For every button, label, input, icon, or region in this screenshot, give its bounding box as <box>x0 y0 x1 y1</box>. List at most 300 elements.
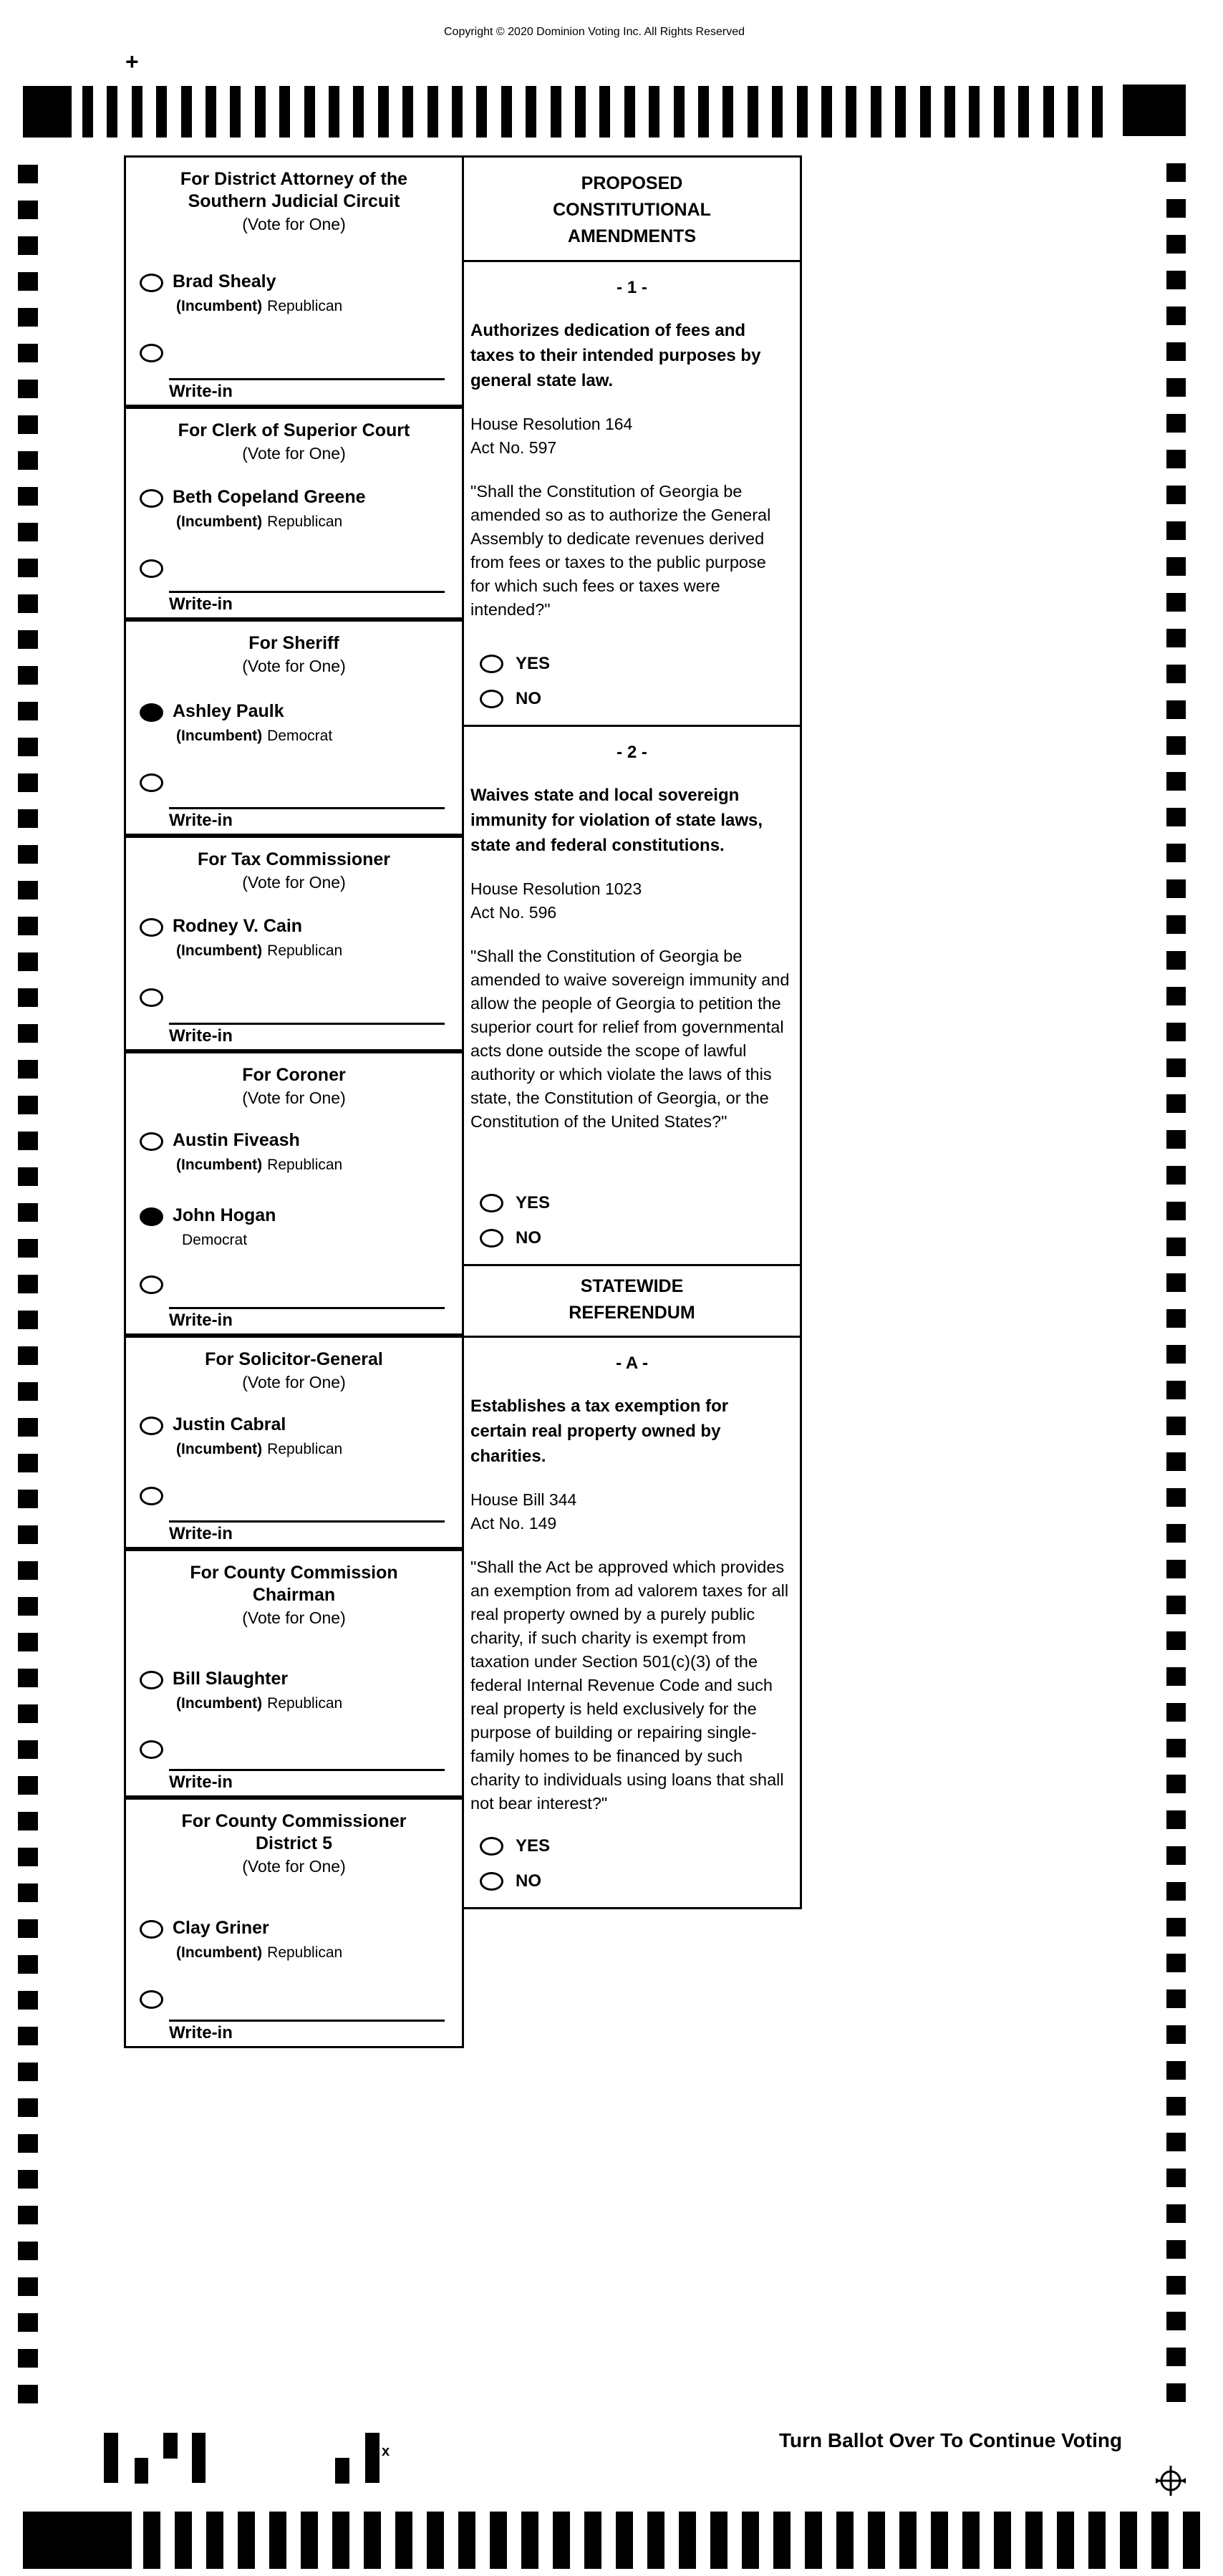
timing-mark <box>18 1704 38 1723</box>
contest-title: For Tax Commissioner <box>197 849 391 869</box>
candidate-oval[interactable] <box>140 1671 163 1689</box>
timing-mark <box>18 1490 38 1508</box>
turn-ballot-instruction: Turn Ballot Over To Continue Voting <box>779 2429 1123 2451</box>
timing-mark <box>1166 629 1186 647</box>
contest-title: For Solicitor-General <box>205 1349 383 1369</box>
timing-mark <box>18 702 38 720</box>
measure-box <box>462 260 802 727</box>
timing-mark <box>18 415 38 434</box>
timing-mark <box>18 2098 38 2117</box>
incumbent-label: (Incumbent) <box>176 728 263 744</box>
timing-mark <box>18 917 38 935</box>
timing-mark <box>1166 2133 1186 2151</box>
copyright: Copyright © 2020 Dominion Voting Inc. All Rights Reserved <box>443 26 745 38</box>
contest-box <box>124 407 464 619</box>
timing-mark <box>1166 808 1186 826</box>
blank-oval[interactable] <box>140 1487 163 1505</box>
timing-mark <box>1166 1560 1186 1578</box>
no-oval[interactable] <box>480 690 503 708</box>
measure-options <box>480 646 550 716</box>
blank-oval[interactable] <box>140 1740 163 1759</box>
candidate-oval[interactable] <box>140 274 163 292</box>
timing-mark <box>1166 557 1186 576</box>
timing-mark <box>1092 86 1103 138</box>
measure-summary: Establishes a tax exemption for certain real property owned by charities. <box>470 1396 729 1466</box>
write-in-label: Write-in <box>169 1524 233 1543</box>
timing-mark <box>931 2512 948 2569</box>
timing-mark <box>1166 235 1186 254</box>
contest-box <box>124 1798 464 2048</box>
blank-oval[interactable] <box>140 773 163 792</box>
candidate-party <box>173 298 342 315</box>
candidate-party <box>173 1944 342 1962</box>
candidate-row <box>140 1671 456 1712</box>
write-in-area <box>169 2020 445 2043</box>
write-in-area <box>169 591 445 614</box>
timing-mark <box>18 594 38 613</box>
timing-mark <box>553 2512 570 2569</box>
ballot-code-mark <box>192 2433 206 2483</box>
blank-oval[interactable] <box>140 1275 163 1294</box>
timing-mark <box>181 86 192 138</box>
candidate-name: Justin Cabral <box>173 1414 286 1434</box>
timing-mark <box>132 86 142 138</box>
incumbent-label: (Incumbent) <box>176 1944 263 1961</box>
measure-authority: House Bill 344 Act No. 149 <box>470 1490 577 1533</box>
candidate-party <box>173 1695 342 1712</box>
timing-mark <box>18 2277 38 2296</box>
candidate-row <box>140 489 456 531</box>
registration-plus-mark: + <box>125 49 139 74</box>
measure-summary: Authorizes dedication of fees and taxes to their intended purposes by general state law. <box>470 321 761 390</box>
vote-for-one-label: (Vote for One) <box>242 1089 346 1107</box>
timing-mark <box>1166 2240 1186 2259</box>
candidate-name: John Hogan <box>173 1205 276 1225</box>
ballot-code-mark <box>335 2458 349 2484</box>
registration-crosshair-icon <box>1154 2464 1187 2497</box>
timing-mark <box>18 1633 38 1651</box>
timing-mark <box>427 86 438 138</box>
timing-mark <box>1166 1058 1186 1077</box>
timing-mark <box>1166 1667 1186 1686</box>
measure-authority: House Resolution 1023 Act No. 596 <box>470 879 642 922</box>
candidate-party <box>173 513 366 531</box>
timing-mark <box>206 86 216 138</box>
measure-option <box>480 1220 550 1255</box>
candidate-row <box>140 271 456 315</box>
timing-mark <box>773 2512 791 2569</box>
contest-title: For District Attorney of the Southern Judicial Circuit <box>180 169 408 211</box>
timing-mark <box>18 1382 38 1401</box>
vote-for-one-label: (Vote for One) <box>242 873 346 892</box>
write-in-line[interactable] <box>169 1023 445 1025</box>
write-in-label: Write-in <box>169 382 233 401</box>
timing-mark <box>674 86 685 138</box>
measure-box <box>462 725 802 1266</box>
timing-mark <box>1166 1882 1186 1901</box>
timing-mark <box>18 1454 38 1472</box>
no-oval[interactable] <box>480 1872 503 1891</box>
timing-mark <box>18 666 38 685</box>
measure-question: "Shall the Act be approved which provides an exemption from ad valorem taxes for all real property owned by a purely public charity, if such charity is exempt from taxation under Section 501(c)(3) of the federal Internal Revenue Code and such real property is held exclusively for the purpose of building or repairing single-family homes to be financed by such charity to individuals using loans that shall not bear interest?" <box>470 1558 789 1813</box>
timing-mark <box>1166 593 1186 612</box>
blank-oval[interactable] <box>140 559 163 578</box>
timing-mark <box>18 1848 38 1866</box>
timing-mark <box>156 86 167 138</box>
timing-mark <box>18 881 38 899</box>
blank-oval[interactable] <box>140 344 163 362</box>
timing-mark <box>1166 1703 1186 1722</box>
timing-mark <box>490 2512 507 2569</box>
timing-mark <box>920 86 931 138</box>
ballot-code-mark <box>135 2458 148 2484</box>
contest-title: For Coroner <box>242 1065 346 1085</box>
write-in-area <box>169 378 445 402</box>
candidate-name: Rodney V. Cain <box>173 916 303 936</box>
write-in-area <box>169 1769 445 1793</box>
timing-mark <box>18 1060 38 1079</box>
timing-mark <box>1166 1596 1186 1614</box>
timing-mark <box>18 845 38 864</box>
candidate-party <box>173 942 342 960</box>
candidate-oval[interactable] <box>140 703 163 722</box>
timing-mark <box>18 2063 38 2081</box>
write-in-label: Write-in <box>169 811 233 830</box>
timing-mark <box>679 2512 696 2569</box>
timing-mark <box>143 2512 160 2569</box>
timing-mark <box>1166 2169 1186 2187</box>
timing-mark <box>1120 2512 1137 2569</box>
measure-question: "Shall the Constitution of Georgia be amended to waive sovereign immunity and allow the people of Georgia to petition the superior court for relief from governmental acts done outside the scope of lawful authority or which violate the laws of this state, the Constitution of Georgia, or the Constitution of the United States?" <box>470 947 790 1131</box>
timing-mark <box>895 86 906 138</box>
candidate-row <box>140 1740 456 1759</box>
timing-mark <box>18 952 38 971</box>
incumbent-label: (Incumbent) <box>176 298 263 314</box>
timing-mark <box>501 86 512 138</box>
candidate-oval[interactable] <box>140 1920 163 1939</box>
timing-mark <box>1166 450 1186 468</box>
candidate-row <box>140 1990 456 2009</box>
timing-mark <box>1166 1524 1186 1543</box>
candidate-row <box>140 1207 456 1249</box>
timing-mark <box>521 2512 538 2569</box>
timing-mark <box>1166 1775 1186 1793</box>
timing-mark <box>18 272 38 291</box>
timing-mark <box>18 308 38 327</box>
timing-mark <box>18 487 38 506</box>
timing-mark <box>1166 1417 1186 1435</box>
ballot-code-mark <box>365 2433 380 2483</box>
timing-mark <box>18 1561 38 1580</box>
timing-mark <box>304 86 315 138</box>
timing-mark <box>1166 1309 1186 1328</box>
candidate-row <box>140 559 456 578</box>
timing-mark <box>944 86 955 138</box>
timing-mark <box>255 86 266 138</box>
candidate-name: Clay Griner <box>173 1918 269 1938</box>
measure-summary: Waives state and local sovereign immunity for violation of state laws, state and federal constitutions. <box>470 786 763 855</box>
timing-mark <box>797 86 808 138</box>
incumbent-label: (Incumbent) <box>176 942 263 959</box>
timing-mark <box>1166 271 1186 289</box>
timing-mark <box>329 86 339 138</box>
candidate-oval[interactable] <box>140 918 163 937</box>
timing-mark <box>18 2170 38 2189</box>
candidate-row <box>140 1414 456 1458</box>
timing-mark <box>1166 1381 1186 1399</box>
timing-mark <box>18 1167 38 1186</box>
timing-mark <box>18 523 38 541</box>
timing-mark <box>18 630 38 649</box>
contest-box <box>124 619 464 836</box>
timing-mark <box>18 1955 38 1974</box>
candidate-name: Austin Fiveash <box>173 1130 300 1150</box>
write-in-area <box>169 807 445 831</box>
candidate-oval[interactable] <box>140 1132 163 1151</box>
timing-mark <box>175 2512 192 2569</box>
contest-title: For Sheriff <box>248 633 339 653</box>
timing-mark <box>1166 1202 1186 1220</box>
candidate-row <box>140 918 456 960</box>
timing-mark <box>1043 86 1054 138</box>
timing-mark <box>526 86 536 138</box>
timing-mark <box>1166 1488 1186 1507</box>
contest-title: For County Commission Chairman <box>190 1563 398 1605</box>
timing-mark <box>1166 2348 1186 2366</box>
timing-mark <box>18 236 38 255</box>
timing-mark <box>395 2512 412 2569</box>
timing-mark <box>18 1883 38 1902</box>
blank-oval[interactable] <box>140 988 163 1007</box>
referendum-header: STATEWIDE REFERENDUM <box>462 1264 802 1338</box>
ballot-code-mark <box>163 2433 178 2459</box>
candidate-party <box>173 1441 342 1458</box>
candidate-row <box>140 1920 456 1962</box>
timing-mark <box>18 1919 38 1938</box>
contest-box <box>124 836 464 1051</box>
choice-label: YES <box>516 1192 551 1212</box>
timing-mark <box>1166 1273 1186 1292</box>
party-label: Republican <box>267 1157 343 1173</box>
timing-mark <box>748 86 758 138</box>
write-in-line[interactable] <box>169 1769 445 1771</box>
measure-option <box>480 1185 550 1220</box>
incumbent-label: (Incumbent) <box>176 1695 263 1712</box>
timing-mark <box>805 2512 822 2569</box>
timing-mark <box>899 2512 917 2569</box>
party-label: Republican <box>267 1695 343 1712</box>
party-label: Democrat <box>182 1232 248 1248</box>
timing-mark <box>1057 2512 1074 2569</box>
candidate-party <box>173 1232 276 1249</box>
timing-mark <box>647 2512 664 2569</box>
timing-mark <box>846 86 856 138</box>
timing-mark <box>772 86 783 138</box>
timing-mark <box>238 2512 255 2569</box>
timing-mark <box>18 2027 38 2045</box>
timing-mark <box>962 2512 980 2569</box>
timing-mark <box>18 809 38 828</box>
amendments-header: PROPOSED CONSTITUTIONAL AMENDMENTS <box>462 155 802 262</box>
measure-number: - 2 - <box>617 743 647 762</box>
candidate-name: Beth Copeland Greene <box>173 487 366 507</box>
timing-mark <box>18 2242 38 2260</box>
timing-mark <box>624 86 635 138</box>
contest-box <box>124 155 464 407</box>
no-oval[interactable] <box>480 1229 503 1248</box>
incumbent-label: (Incumbent) <box>176 1157 263 1173</box>
timing-mark <box>18 1669 38 1687</box>
candidate-row <box>140 1487 456 1505</box>
write-in-line[interactable] <box>169 1307 445 1309</box>
timing-mark <box>868 2512 885 2569</box>
yes-oval[interactable] <box>480 655 503 673</box>
write-in-line[interactable] <box>169 591 445 593</box>
candidate-oval[interactable] <box>140 1207 163 1226</box>
timing-mark <box>1166 2312 1186 2330</box>
candidate-name: Brad Shealy <box>173 271 276 291</box>
write-in-line[interactable] <box>169 2020 445 2022</box>
write-in-line[interactable] <box>169 807 445 809</box>
timing-mark <box>18 559 38 577</box>
timing-mark <box>551 86 561 138</box>
contest-title: For Clerk of Superior Court <box>178 420 410 440</box>
timing-mark <box>18 380 38 398</box>
candidate-row <box>140 1132 456 1174</box>
timing-mark <box>1166 1166 1186 1185</box>
timing-mark <box>18 1525 38 1544</box>
timing-mark <box>1166 1238 1186 1256</box>
timing-mark <box>18 2313 38 2332</box>
measure-option <box>480 681 550 716</box>
timing-mark <box>18 201 38 219</box>
timing-mark <box>722 86 733 138</box>
vote-for-one-label: (Vote for One) <box>242 1373 346 1391</box>
yes-oval[interactable] <box>480 1194 503 1212</box>
timing-mark <box>1166 199 1186 218</box>
contest-title: For County Commissioner District 5 <box>181 1811 407 1853</box>
timing-mark <box>206 2512 223 2569</box>
choice-label: YES <box>516 653 551 673</box>
timing-mark <box>584 2512 601 2569</box>
timing-mark <box>1166 2025 1186 2044</box>
timing-mark <box>18 451 38 470</box>
timing-mark <box>710 2512 727 2569</box>
timing-mark <box>378 86 389 138</box>
timing-mark <box>1166 2383 1186 2402</box>
party-label: Republican <box>267 513 343 530</box>
timing-mark <box>476 86 487 138</box>
candidate-name: Ashley Paulk <box>173 701 284 721</box>
write-in-label: Write-in <box>169 1772 233 1792</box>
timing-mark <box>1166 521 1186 540</box>
timing-mark <box>18 2134 38 2153</box>
timing-mark <box>1166 163 1186 182</box>
timing-mark <box>1166 1810 1186 1829</box>
party-label: Republican <box>267 298 343 314</box>
timing-mark <box>18 1740 38 1759</box>
timing-mark <box>18 1418 38 1437</box>
candidate-oval[interactable] <box>140 1417 163 1435</box>
timing-mark <box>1166 486 1186 504</box>
write-in-label: Write-in <box>169 1026 233 1046</box>
party-label: Democrat <box>267 728 333 744</box>
measure-box <box>462 1336 802 1909</box>
vote-for-one-label: (Vote for One) <box>242 444 346 463</box>
write-in-line[interactable] <box>169 378 445 380</box>
write-in-area <box>169 1307 445 1331</box>
timing-mark <box>353 86 364 138</box>
timing-mark <box>18 2349 38 2368</box>
blank-oval[interactable] <box>140 1990 163 2009</box>
write-in-label: Write-in <box>169 1311 233 1330</box>
timing-mark <box>698 86 709 138</box>
ballot-code-mark <box>104 2433 118 2483</box>
timing-mark <box>821 86 832 138</box>
write-in-label: Write-in <box>169 2023 233 2042</box>
timing-mark <box>1166 1023 1186 1041</box>
timing-mark <box>1088 2512 1106 2569</box>
timing-mark <box>18 1239 38 1258</box>
timing-mark <box>1183 2512 1200 2569</box>
timing-mark <box>18 1991 38 2010</box>
vote-for-one-label: (Vote for One) <box>242 657 346 675</box>
timing-mark <box>458 2512 475 2569</box>
choice-label: NO <box>516 1871 541 1891</box>
yes-oval[interactable] <box>480 1837 503 1856</box>
timing-mark <box>649 86 659 138</box>
timing-mark <box>1166 844 1186 862</box>
write-in-line[interactable] <box>169 1520 445 1523</box>
timing-mark <box>18 1776 38 1795</box>
timing-mark <box>1166 1954 1186 1972</box>
timing-mark <box>1166 1631 1186 1650</box>
timing-mark <box>1068 86 1078 138</box>
timing-mark <box>18 1096 38 1114</box>
timing-mark <box>301 2512 318 2569</box>
measure-question: "Shall the Constitution of Georgia be amended so as to authorize the General Assembly to dedicate revenues derived from fees or taxes to the public purpose for which such fees or taxes were intended?" <box>470 482 771 619</box>
timing-mark <box>1166 1130 1186 1149</box>
timing-mark <box>18 2206 38 2224</box>
timing-mark <box>18 1203 38 1222</box>
timing-mark <box>836 2512 854 2569</box>
timing-mark <box>18 988 38 1007</box>
candidate-row <box>140 773 456 792</box>
candidate-row <box>140 344 456 362</box>
timing-mark <box>1025 2512 1043 2569</box>
timing-mark <box>18 738 38 756</box>
timing-mark <box>599 86 610 138</box>
timing-mark <box>1166 915 1186 934</box>
timing-mark <box>994 86 1005 138</box>
timing-mark <box>18 773 38 792</box>
party-label: Republican <box>267 942 343 959</box>
timing-mark <box>742 2512 759 2569</box>
timing-mark <box>1166 951 1186 970</box>
timing-mark <box>452 86 463 138</box>
party-label: Republican <box>267 1944 343 1961</box>
timing-mark <box>1166 987 1186 1005</box>
measure-authority: House Resolution 164 Act No. 597 <box>470 415 633 457</box>
timing-mark <box>1166 1739 1186 1757</box>
write-in-area <box>169 1023 445 1046</box>
candidate-oval[interactable] <box>140 489 163 508</box>
measure-option <box>480 1828 550 1863</box>
timing-mark <box>1166 772 1186 791</box>
candidate-party <box>173 1157 342 1174</box>
timing-mark <box>1166 2276 1186 2295</box>
timing-mark <box>18 1024 38 1043</box>
